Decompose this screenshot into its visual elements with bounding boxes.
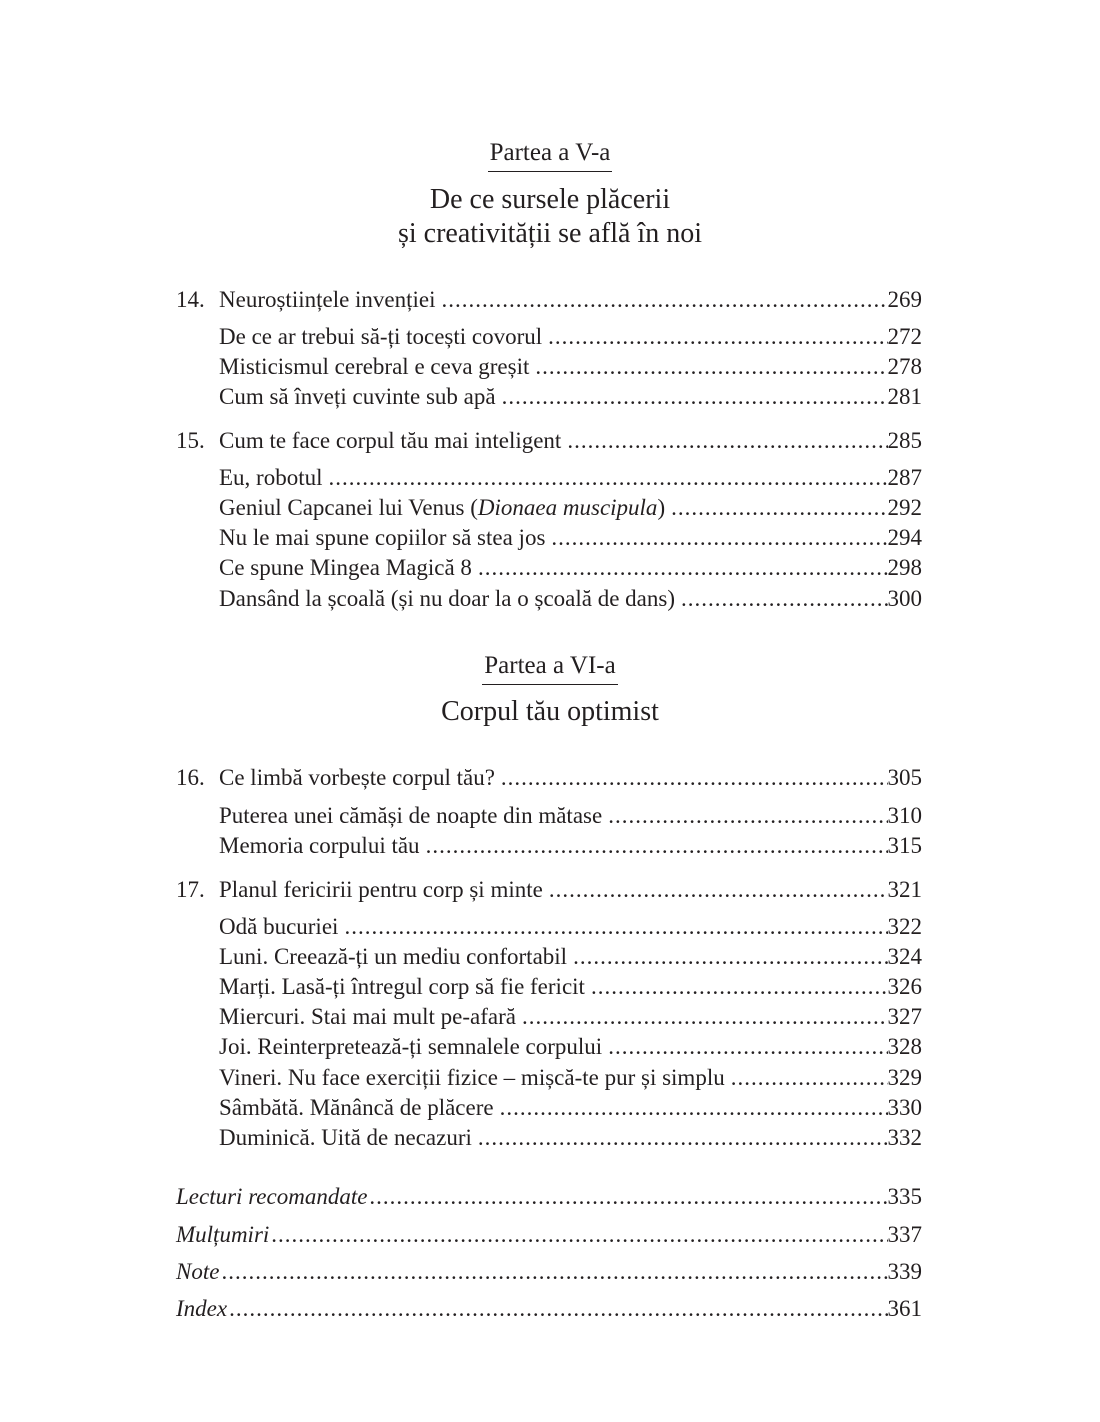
toc-entry-sub <box>219 493 922 523</box>
page-number: 329 <box>887 1065 922 1090</box>
entry-title <box>219 1002 516 1032</box>
page-number: 322 <box>887 914 922 939</box>
dot-leader <box>502 382 888 412</box>
entry-title <box>219 831 420 861</box>
entry-title <box>219 523 545 553</box>
entry-title-text: Neuroștiințele invenției <box>219 287 436 312</box>
page-number: 272 <box>887 324 922 349</box>
toc-entry-back <box>176 1294 922 1324</box>
page-number: 332 <box>887 1125 922 1150</box>
part-6-title: Corpul tău optimist <box>441 696 659 727</box>
dot-leader <box>608 1032 887 1062</box>
entry-title-text: Lecturi recomandate <box>176 1184 368 1209</box>
entry-title <box>176 1257 219 1287</box>
dot-leader <box>344 912 887 942</box>
entry-title <box>219 285 436 315</box>
toc-entry-sub <box>219 972 922 1002</box>
toc-entry-sub <box>219 1063 922 1093</box>
page-number: 337 <box>887 1222 922 1247</box>
entry-title <box>219 584 675 614</box>
entry-title-text: Nu le mai spune copiilor să stea jos <box>219 525 546 550</box>
chapter-number: 16. <box>176 765 205 790</box>
page-number: 292 <box>887 495 922 520</box>
page-number: 326 <box>887 974 922 999</box>
page-number: 285 <box>887 428 922 453</box>
entry-title-text: De ce ar trebui să-ți tocești covorul <box>219 324 543 349</box>
page-number: 287 <box>887 465 922 490</box>
entry-title <box>219 493 665 523</box>
entry-title <box>219 322 542 352</box>
page-number: 298 <box>887 555 922 580</box>
dot-leader <box>369 1182 887 1212</box>
toc-entry-back <box>176 1220 922 1250</box>
entry-title-text: Memoria corpului tău <box>219 833 420 858</box>
toc-entry-sub <box>219 831 922 861</box>
entry-title <box>219 1063 725 1093</box>
page-number: 324 <box>887 944 922 969</box>
page-number: 335 <box>887 1184 922 1209</box>
entry-title <box>176 1220 269 1250</box>
toc-entry-sub <box>219 463 922 493</box>
chapter-number: 15. <box>176 428 205 453</box>
entry-title-text: Vineri. Nu face exerciții fizice – mișcă-te pur și simplu <box>219 1065 725 1090</box>
dot-leader <box>522 1002 888 1032</box>
dot-leader <box>731 1063 888 1093</box>
toc-entry-chapter <box>176 875 922 905</box>
entry-title <box>219 553 472 583</box>
part-5-label <box>0 139 1100 172</box>
entry-title <box>219 942 567 972</box>
dot-leader <box>442 285 888 315</box>
entry-title-text: Joi. Reinterpretează-ți semnalele corpului <box>219 1034 603 1059</box>
entry-title <box>219 763 495 793</box>
entry-title <box>219 972 585 1002</box>
page-number: 315 <box>887 833 922 858</box>
dot-leader <box>681 584 887 614</box>
page-number: 294 <box>887 525 922 550</box>
toc-entry-sub <box>219 352 922 382</box>
chapter-number: 14. <box>176 287 205 312</box>
toc-entry-sub <box>219 912 922 942</box>
page-number: 310 <box>887 803 922 828</box>
entry-title-text: Duminică. Uită de necazuri <box>219 1125 472 1150</box>
page-number: 305 <box>887 765 922 790</box>
toc-entry-sub <box>219 1123 922 1153</box>
page-number: 328 <box>887 1034 922 1059</box>
dot-leader <box>478 1123 888 1153</box>
entry-title <box>176 1182 367 1212</box>
dot-leader <box>567 426 887 456</box>
toc-entry-sub <box>219 801 922 831</box>
entry-title-text: Ce spune Mingea Magică 8 <box>219 555 472 580</box>
toc-entry-sub <box>219 942 922 972</box>
toc-entry-sub <box>219 322 922 352</box>
entry-title-text: Marți. Lasă-ți întregul corp să fie fericit <box>219 974 585 999</box>
entry-title-text: Index <box>176 1296 228 1321</box>
entry-title-text: Dansând la școală (și nu doar la o școală de dans) <box>219 586 676 611</box>
page-number: 300 <box>887 586 922 611</box>
entry-title-italic: Dionaea muscipula <box>477 495 658 520</box>
part-5-label-text: Partea a V-a <box>488 139 613 172</box>
entry-title <box>219 1032 602 1062</box>
dot-leader <box>671 493 887 523</box>
toc-entry-chapter <box>176 426 922 456</box>
page-number: 361 <box>887 1296 922 1321</box>
dot-leader <box>329 463 888 493</box>
toc-entry-sub <box>219 1002 922 1032</box>
dot-leader <box>426 831 888 861</box>
dot-leader <box>548 322 887 352</box>
entry-title <box>219 801 602 831</box>
entry-title-text: Eu, robotul <box>219 465 323 490</box>
toc-entry-sub <box>219 523 922 553</box>
part-5-title-line-1: De ce sursele plăcerii <box>429 184 671 215</box>
entry-title <box>219 1093 494 1123</box>
entry-title <box>219 352 529 382</box>
part-6-label <box>0 652 1100 685</box>
part-5-title-line-2: și creativității se află în noi <box>397 218 702 249</box>
entry-title <box>219 382 496 412</box>
dot-leader <box>535 352 887 382</box>
page-number: 278 <box>887 354 922 379</box>
part-6-label-text: Partea a VI-a <box>482 652 617 685</box>
entry-title-text: Cum te face corpul tău mai inteligent <box>219 428 562 453</box>
toc-entry-chapter <box>176 285 922 315</box>
page-number: 269 <box>887 287 922 312</box>
toc-entry-sub <box>219 1032 922 1062</box>
entry-title <box>219 426 561 456</box>
entry-title-after: ) <box>657 495 666 520</box>
toc-entry-back <box>176 1182 922 1212</box>
entry-title-text: Miercuri. Stai mai mult pe-afară <box>219 1004 516 1029</box>
toc-entry-sub <box>219 1093 922 1123</box>
dot-leader <box>551 523 887 553</box>
toc-entry-sub <box>219 553 922 583</box>
entry-title-text: Geniul Capcanei lui Venus ( <box>219 495 478 520</box>
dot-leader <box>221 1257 887 1287</box>
chapter-number: 17. <box>176 877 205 902</box>
entry-title-text: Luni. Creează-ți un mediu confortabil <box>219 944 568 969</box>
dot-leader <box>229 1294 887 1324</box>
toc-entry-sub <box>219 584 922 614</box>
dot-leader <box>501 763 888 793</box>
dot-leader <box>478 553 888 583</box>
entry-title <box>219 875 543 905</box>
page-number: 327 <box>887 1004 922 1029</box>
dot-leader <box>573 942 887 972</box>
page-number: 281 <box>887 384 922 409</box>
entry-title-text: Sâmbătă. Mănâncă de plăcere <box>219 1095 494 1120</box>
entry-title-text: Misticismul cerebral e ceva greșit <box>219 354 530 379</box>
page-number: 321 <box>887 877 922 902</box>
page-number: 339 <box>887 1259 922 1284</box>
entry-title-text: Odă bucuriei <box>219 914 339 939</box>
page-number: 330 <box>887 1095 922 1120</box>
entry-title-text: Planul fericirii pentru corp și minte <box>219 877 543 902</box>
entry-title-text: Puterea unei cămăși de noapte din mătase <box>219 803 603 828</box>
dot-leader <box>591 972 888 1002</box>
entry-title-text: Ce limbă vorbește corpul tău? <box>219 765 495 790</box>
entry-title <box>219 1123 472 1153</box>
entry-title <box>219 912 338 942</box>
dot-leader <box>549 875 888 905</box>
dot-leader <box>608 801 887 831</box>
toc-entry-back <box>176 1257 922 1287</box>
entry-title-text: Mulțumiri <box>176 1222 270 1247</box>
entry-title <box>219 463 323 493</box>
entry-title-text: Cum să înveți cuvinte sub apă <box>219 384 496 409</box>
dot-leader <box>500 1093 888 1123</box>
toc-entry-sub <box>219 382 922 412</box>
dot-leader <box>271 1220 887 1250</box>
toc-entry-chapter <box>176 763 922 793</box>
entry-title-text: Note <box>176 1259 220 1284</box>
entry-title <box>176 1294 227 1324</box>
